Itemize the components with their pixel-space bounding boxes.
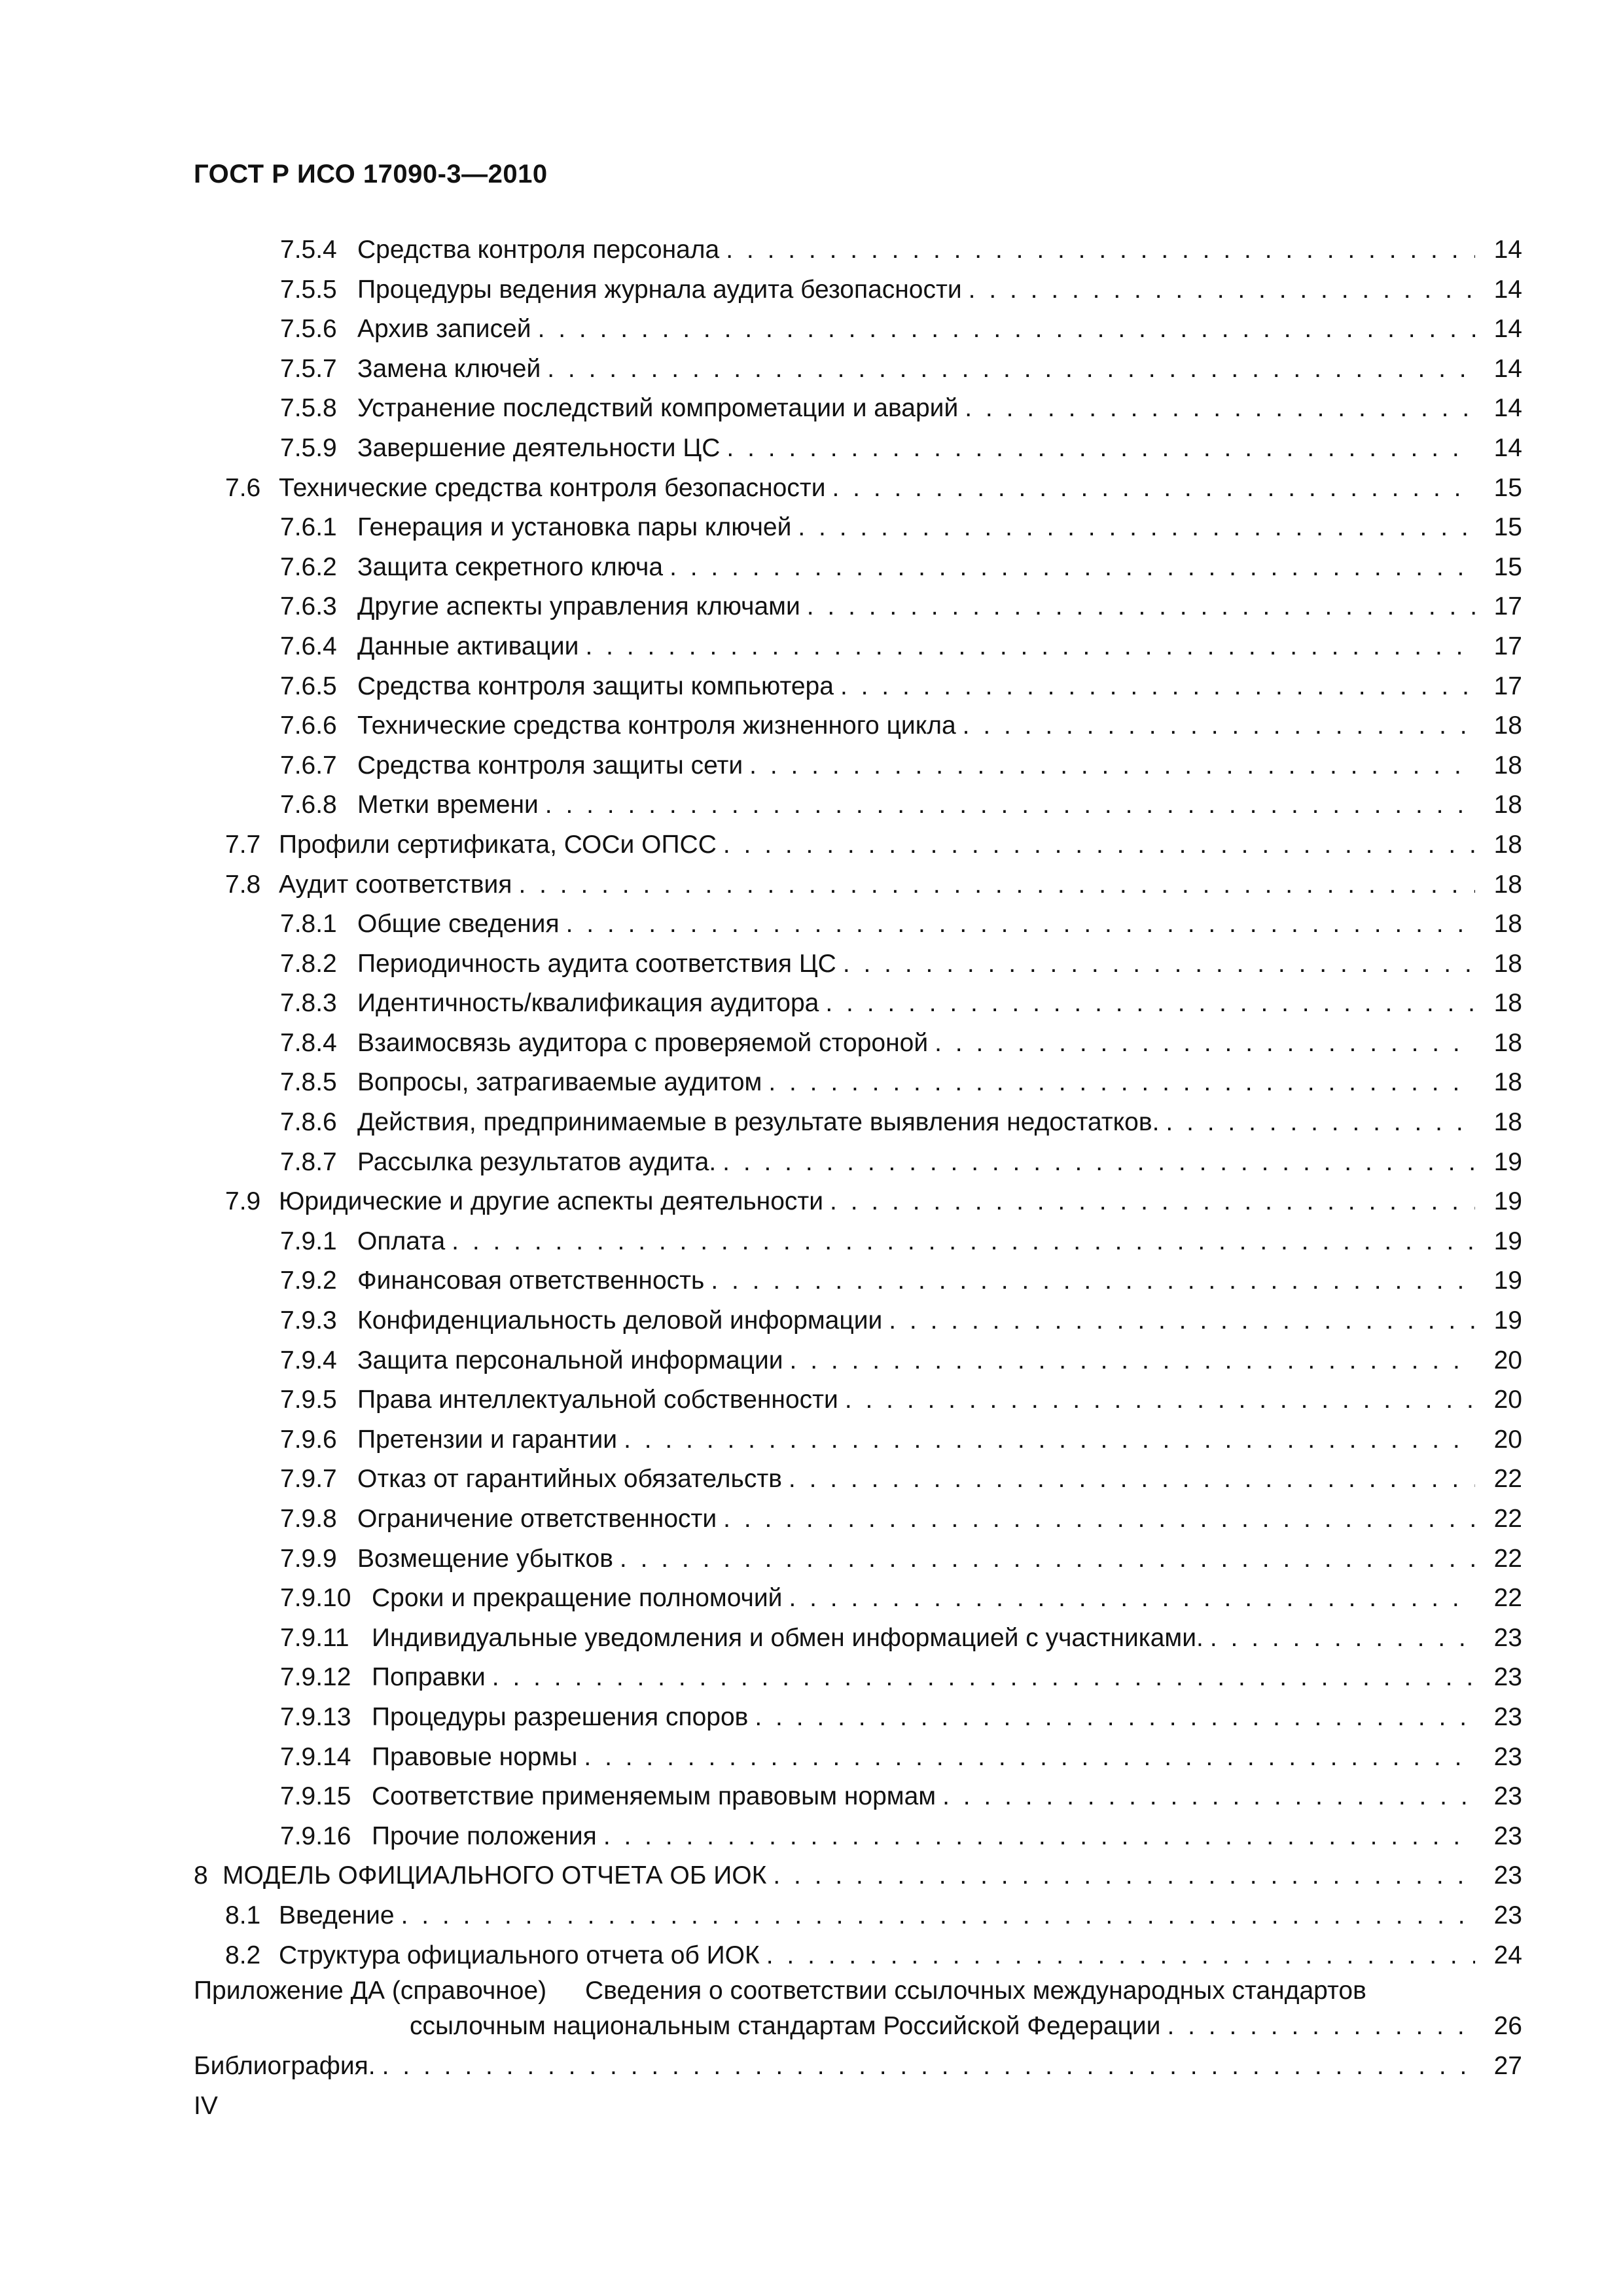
- toc-entry-page: 18: [1493, 1028, 1522, 1057]
- toc-entry-page: 15: [1493, 513, 1522, 542]
- toc-entry-page: 14: [1493, 354, 1522, 383]
- toc-entry-leader: [357, 1499, 1475, 1539]
- toc-entry[interactable]: [194, 1103, 1522, 1143]
- toc-entry-title: Данные активации: [357, 632, 585, 660]
- toc-entry-title: Поправки: [372, 1663, 492, 1691]
- toc-entry-title: Устранение последствий компрометации и аварий: [357, 394, 965, 422]
- toc-entry-title: Взаимосвязь аудитора с проверяемой стороной: [357, 1029, 935, 1057]
- toc-entry-page: 17: [1493, 592, 1522, 621]
- bibliography-title: Библиография.: [194, 2052, 382, 2080]
- toc-entry-leader: [357, 785, 1475, 825]
- toc-entry[interactable]: [194, 1499, 1522, 1539]
- toc-entry[interactable]: [194, 1777, 1522, 1817]
- toc-entry-number: 7.9.13: [280, 1702, 351, 1731]
- toc-entry-page: 26: [1493, 2012, 1522, 2041]
- toc-entry-page: 18: [1493, 1108, 1522, 1137]
- appendix-label: Приложение ДА (справочное): [194, 1977, 547, 2005]
- toc-entry-leader: [357, 944, 1475, 984]
- toc-entry-title: Прочие положения: [372, 1822, 603, 1850]
- toc-entry-number: 7.5.8: [280, 394, 337, 423]
- toc-entry-number: 7.8.6: [280, 1108, 337, 1137]
- toc-entry-title: Средства контроля защиты сети: [357, 751, 749, 780]
- toc-entry-number: 7.8.3: [280, 989, 337, 1018]
- toc-entry-number: 7.6.4: [280, 632, 337, 660]
- toc-entry-leader: [357, 310, 1475, 350]
- toc-entry-page: 23: [1493, 1861, 1522, 1890]
- toc-entry[interactable]: [194, 389, 1522, 429]
- toc-entry-page: 23: [1493, 1623, 1522, 1652]
- toc-entry-number: 7.8.1: [280, 910, 337, 939]
- toc-entry-page: 18: [1493, 949, 1522, 978]
- toc-entry-page: 14: [1493, 275, 1522, 304]
- toc-entry[interactable]: [194, 1936, 1522, 1976]
- toc-entry-title: Действия, предпринимаемые в результате выявления недостатков.: [357, 1108, 1166, 1136]
- toc-entry-title: Завершение деятельности ЦС: [357, 434, 726, 462]
- toc-entry-page: 19: [1493, 1187, 1522, 1216]
- toc-entry-page: 14: [1493, 394, 1522, 423]
- toc-entry-leader: [279, 1896, 1475, 1936]
- table-of-contents: [194, 230, 1522, 2086]
- toc-entry-title: Технические средства контроля жизненного цикла: [357, 711, 963, 740]
- toc-entry-page: 27: [1493, 2051, 1522, 2080]
- toc-entry-leader: [357, 350, 1475, 389]
- toc-entry-leader: [410, 2007, 1475, 2047]
- toc-entry-page: 18: [1493, 870, 1522, 899]
- toc-entry-number: 7.8.7: [280, 1147, 337, 1176]
- toc-entry-leader: [357, 270, 1475, 310]
- toc-entry-leader: [223, 1856, 1475, 1896]
- toc-entry-title: Соответствие применяемым правовым нормам: [372, 1782, 942, 1810]
- toc-entry-leader: [357, 230, 1475, 270]
- toc-entry-page: 19: [1493, 1227, 1522, 1255]
- toc-entry-number: 7.9.4: [280, 1346, 337, 1374]
- toc-entry-page: 18: [1493, 830, 1522, 859]
- toc-entry[interactable]: [194, 1143, 1522, 1183]
- toc-entry-page: 19: [1493, 1147, 1522, 1176]
- toc-entry-title: Средства контроля защиты компьютера: [357, 672, 840, 700]
- toc-entry-number: 7.9.5: [280, 1386, 337, 1414]
- toc-entry-leader: [372, 1619, 1475, 1659]
- toc-entry-title: Периодичность аудита соответствия ЦС: [357, 950, 843, 978]
- toc-entry-number: 7.8.2: [280, 949, 337, 978]
- toc-entry[interactable]: [194, 508, 1522, 548]
- toc-entry-number: 7.9.3: [280, 1306, 337, 1335]
- toc-entry[interactable]: [194, 905, 1522, 944]
- toc-entry-page: 23: [1493, 1901, 1522, 1929]
- toc-entry-title: Конфиденциальность деловой информации: [357, 1306, 889, 1335]
- toc-entry-title: Рассылка результатов аудита.: [357, 1148, 722, 1176]
- toc-entry-page: 20: [1493, 1346, 1522, 1374]
- toc-entry[interactable]: [194, 944, 1522, 984]
- toc-entry-title: Возмещение убытков: [357, 1545, 620, 1573]
- toc-entry-leader: [357, 627, 1475, 667]
- toc-entry[interactable]: [194, 1420, 1522, 1460]
- toc-entry-number: 7.6.1: [280, 513, 337, 542]
- toc-entry-page: 23: [1493, 1742, 1522, 1771]
- toc-entry-leader: [279, 1182, 1475, 1222]
- toc-entry[interactable]: [194, 1222, 1522, 1262]
- toc-appendix-entry-continued[interactable]: [194, 2007, 1522, 2047]
- toc-entry-leader: [372, 1777, 1475, 1817]
- toc-entry-number: 7.9.6: [280, 1425, 337, 1454]
- toc-entry[interactable]: [194, 1380, 1522, 1420]
- toc-entry[interactable]: [194, 1856, 1522, 1896]
- toc-entry-page: 18: [1493, 1068, 1522, 1097]
- toc-entry-number: 7.9.15: [280, 1782, 351, 1811]
- toc-entry[interactable]: [194, 350, 1522, 389]
- toc-entry-title: Другие аспекты управления ключами: [357, 592, 807, 620]
- toc-entry-page: 14: [1493, 315, 1522, 344]
- toc-entry-title: Юридические и другие аспекты деятельности: [279, 1187, 830, 1215]
- toc-entry-title: Ограничение ответственности: [357, 1505, 723, 1533]
- toc-entry[interactable]: [194, 587, 1522, 627]
- toc-entry-leader: [357, 1143, 1475, 1183]
- toc-entry-number: 7.9.9: [280, 1544, 337, 1573]
- toc-entry-number: 7.8.5: [280, 1068, 337, 1097]
- toc-entry[interactable]: [194, 1341, 1522, 1381]
- toc-entry-page: 22: [1493, 1544, 1522, 1573]
- toc-entry-number: 7.9.7: [280, 1465, 337, 1494]
- toc-entry-number: 7.6.7: [280, 751, 337, 780]
- toc-entry-leader: [357, 1024, 1475, 1064]
- toc-entry-leader: [357, 984, 1475, 1024]
- toc-entry-number: 8: [194, 1861, 208, 1890]
- toc-entry[interactable]: [194, 1619, 1522, 1659]
- toc-entry-title: Введение: [279, 1901, 401, 1929]
- toc-entry-leader: [357, 667, 1475, 707]
- toc-entry-leader: [357, 905, 1475, 944]
- toc-entry[interactable]: [194, 706, 1522, 746]
- toc-entry-leader: [372, 1658, 1475, 1698]
- toc-entry-title: Правовые нормы: [372, 1743, 584, 1771]
- toc-entry-title: Оплата: [357, 1227, 452, 1255]
- toc-entry-leader: [357, 1539, 1475, 1579]
- toc-entry-leader: [357, 548, 1475, 588]
- toc-entry-title: Претензии и гарантии: [357, 1426, 624, 1454]
- toc-entry-title: Финансовая ответственность: [357, 1266, 711, 1295]
- toc-entry-page: 23: [1493, 1821, 1522, 1850]
- toc-entry-title: Вопросы, затрагиваемые аудитом: [357, 1068, 768, 1096]
- toc-entry[interactable]: [194, 1579, 1522, 1619]
- toc-entry-number: 7.9.11: [280, 1623, 349, 1652]
- toc-entry-page: 19: [1493, 1266, 1522, 1295]
- toc-entry-title: Структура официального отчета об ИОК: [279, 1941, 766, 1969]
- toc-entry-page: 18: [1493, 791, 1522, 819]
- toc-entry-number: 7.6.6: [280, 711, 337, 740]
- toc-entry[interactable]: [194, 1063, 1522, 1103]
- toc-entry-page: 24: [1493, 1941, 1522, 1969]
- toc-entry-number: 7.6.3: [280, 592, 337, 621]
- toc-entry-title: Архив записей: [357, 315, 538, 343]
- toc-entry[interactable]: [194, 627, 1522, 667]
- toc-entry-page: 18: [1493, 751, 1522, 780]
- toc-entry-title: Аудит соответствия: [279, 870, 518, 899]
- toc-entry[interactable]: [194, 310, 1522, 350]
- toc-entry-title: Метки времени: [357, 791, 545, 819]
- toc-entry-number: 7.9.2: [280, 1266, 337, 1295]
- toc-entry-title: Средства контроля персонала: [357, 236, 726, 264]
- toc-entry-leader: [372, 1817, 1475, 1857]
- page-number: IV: [194, 2092, 218, 2120]
- toc-entry-number: 8.1: [225, 1901, 261, 1929]
- toc-entry-number: 7.5.9: [280, 433, 337, 462]
- toc-entry-title: Общие сведения: [357, 910, 566, 938]
- toc-entry-leader: [357, 1301, 1475, 1341]
- toc-entry[interactable]: [194, 1024, 1522, 1064]
- document-header: ГОСТ Р ИСО 17090-3—2010: [194, 160, 548, 188]
- toc-entry[interactable]: [194, 746, 1522, 786]
- toc-entry-leader: [279, 865, 1475, 905]
- toc-entry-title: Идентичность/квалификация аудитора: [357, 989, 825, 1017]
- toc-entry[interactable]: [194, 429, 1522, 469]
- toc-entry-page: 20: [1493, 1386, 1522, 1414]
- toc-entry-leader: [357, 1063, 1475, 1103]
- toc-entry-page: 23: [1493, 1782, 1522, 1811]
- toc-entry-leader: [372, 1738, 1475, 1778]
- toc-entry-leader: [279, 469, 1475, 509]
- toc-entry-leader: [357, 508, 1475, 548]
- toc-entry-number: 7.7: [225, 830, 261, 859]
- toc-entry-page: 22: [1493, 1505, 1522, 1533]
- toc-entry-page: 14: [1493, 236, 1522, 264]
- toc-entry-leader: [357, 389, 1475, 429]
- toc-entry-number: 7.9.16: [280, 1821, 351, 1850]
- toc-entry-leader: [357, 1460, 1475, 1499]
- toc-entry-title: Технические средства контроля безопасности: [279, 474, 832, 502]
- toc-entry[interactable]: [194, 785, 1522, 825]
- toc-entry[interactable]: [194, 865, 1522, 905]
- toc-entry-number: 7.5.5: [280, 275, 337, 304]
- toc-entry-number: 7.6: [225, 473, 261, 502]
- toc-entry-title: Права интеллектуальной собственности: [357, 1386, 845, 1414]
- toc-entry-title: Профили сертификата, СОСи ОПСС: [279, 831, 723, 859]
- toc-entry-title: Защита персональной информации: [357, 1346, 790, 1374]
- toc-entry-leader: [194, 2047, 1475, 2087]
- toc-bibliography-entry[interactable]: [194, 2047, 1522, 2087]
- toc-entry-page: 22: [1493, 1584, 1522, 1613]
- toc-appendix-entry[interactable]: [194, 1975, 1522, 2007]
- toc-entry-page: 18: [1493, 910, 1522, 939]
- toc-entry-number: 7.9.10: [280, 1584, 351, 1613]
- toc-entry-number: 7.6.2: [280, 552, 337, 581]
- toc-entry-number: 7.6.5: [280, 672, 337, 700]
- toc-entry-number: 7.9.8: [280, 1505, 337, 1533]
- toc-entry[interactable]: [194, 1738, 1522, 1778]
- toc-entry-number: 7.5.7: [280, 354, 337, 383]
- toc-entry-number: 7.9: [225, 1187, 261, 1216]
- toc-entry[interactable]: [194, 1698, 1522, 1738]
- toc-entry[interactable]: [194, 1261, 1522, 1301]
- toc-entry-title: Генерация и установка пары ключей: [357, 513, 798, 541]
- toc-entry-leader: [357, 1261, 1475, 1301]
- toc-entry-title: МОДЕЛЬ ОФИЦИАЛЬНОГО ОТЧЕТА ОБ ИОК: [223, 1861, 773, 1890]
- toc-entry-leader: [372, 1698, 1475, 1738]
- toc-entry-page: 15: [1493, 552, 1522, 581]
- toc-entry-number: 8.2: [225, 1941, 261, 1969]
- toc-entry-page: 17: [1493, 632, 1522, 660]
- toc-entry-page: 20: [1493, 1425, 1522, 1454]
- toc-entry-leader: [357, 429, 1475, 469]
- toc-entry-leader: [279, 1936, 1475, 1976]
- toc-entry-title: Защита секретного ключа: [357, 553, 669, 581]
- toc-entry-leader: [372, 1579, 1475, 1619]
- toc-entry[interactable]: [194, 1539, 1522, 1579]
- toc-entry-leader: [357, 1420, 1475, 1460]
- toc-entry-title: Сроки и прекращение полномочий: [372, 1584, 789, 1612]
- toc-entry[interactable]: [194, 1817, 1522, 1857]
- toc-entry-page: 19: [1493, 1306, 1522, 1335]
- toc-entry-title: Процедуры ведения журнала аудита безопасности: [357, 276, 969, 304]
- toc-entry-leader: [357, 587, 1475, 627]
- toc-entry[interactable]: [194, 548, 1522, 588]
- appendix-title-line1: Сведения о соответствии ссылочных международных стандартов: [585, 1977, 1366, 2005]
- toc-entry-leader: [357, 706, 1475, 746]
- toc-entry-number: 7.9.1: [280, 1227, 337, 1255]
- toc-entry-leader: [279, 825, 1475, 865]
- toc-entry-leader: [357, 1341, 1475, 1381]
- toc-entry-page: 23: [1493, 1702, 1522, 1731]
- toc-entry[interactable]: [194, 230, 1522, 270]
- toc-entry-number: 7.8: [225, 870, 261, 899]
- toc-entry[interactable]: [194, 825, 1522, 865]
- toc-entry-number: 7.5.6: [280, 315, 337, 344]
- toc-entry-page: 18: [1493, 989, 1522, 1018]
- toc-entry-page: 18: [1493, 711, 1522, 740]
- toc-entry[interactable]: [194, 1460, 1522, 1499]
- toc-entry[interactable]: [194, 667, 1522, 707]
- toc-entry-page: 17: [1493, 672, 1522, 700]
- toc-entry[interactable]: [194, 984, 1522, 1024]
- toc-entry[interactable]: [194, 270, 1522, 310]
- toc-entry[interactable]: [194, 1896, 1522, 1936]
- appendix-title-line2: ссылочным национальным стандартам Российской Федерации: [410, 2012, 1167, 2040]
- toc-entry[interactable]: [194, 1182, 1522, 1222]
- toc-entry-leader: [357, 1222, 1475, 1262]
- toc-entry-leader: [357, 746, 1475, 786]
- toc-entry-number: 7.5.4: [280, 236, 337, 264]
- toc-entry-leader: [357, 1103, 1475, 1143]
- toc-entry[interactable]: [194, 469, 1522, 509]
- toc-entry[interactable]: [194, 1658, 1522, 1698]
- toc-entry-title: Процедуры разрешения споров: [372, 1703, 755, 1731]
- toc-entry-title: Индивидуальные уведомления и обмен информацией с участниками.: [372, 1624, 1210, 1652]
- toc-entry-title: Отказ от гарантийных обязательств: [357, 1465, 789, 1493]
- toc-entry-page: 15: [1493, 473, 1522, 502]
- toc-entry-number: 7.6.8: [280, 791, 337, 819]
- toc-entry-number: 7.8.4: [280, 1028, 337, 1057]
- toc-entry-leader: [357, 1380, 1475, 1420]
- toc-entry-number: 7.9.14: [280, 1742, 351, 1771]
- toc-entry-number: 7.9.12: [280, 1663, 351, 1692]
- toc-entry-page: 14: [1493, 433, 1522, 462]
- toc-entry-page: 23: [1493, 1663, 1522, 1692]
- toc-entry[interactable]: [194, 1301, 1522, 1341]
- toc-entry-page: 22: [1493, 1465, 1522, 1494]
- toc-entry-title: Замена ключей: [357, 355, 547, 383]
